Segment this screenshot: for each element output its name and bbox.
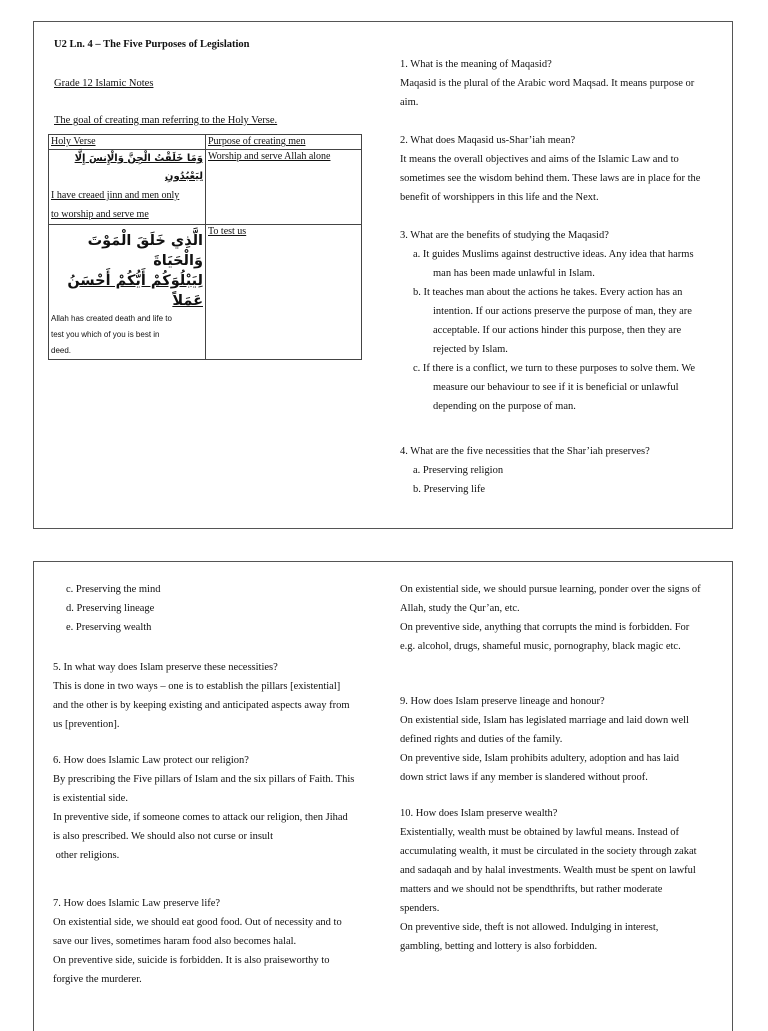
verse-translation-line: test you which of you is best in	[51, 330, 160, 339]
answer-line: save our lives, sometimes haram food also becomes halal.	[53, 936, 297, 947]
answer-line: spenders.	[400, 903, 440, 914]
question-heading: 1. What is the meaning of Maqasid?	[400, 59, 552, 70]
table-row	[49, 150, 362, 225]
document-page-1	[33, 21, 733, 529]
verse-cell	[49, 150, 206, 225]
list-item: c. If there is a conflict, we turn to these purposes to solve them. We	[413, 363, 696, 374]
answer-line: us [prevention].	[53, 719, 120, 730]
verse-translation-line: Allah has created death and life to	[51, 314, 172, 323]
question-heading: 3. What are the benefits of studying the Maqasid?	[400, 230, 609, 241]
answer-line: accumulating wealth, it must be circulated in the society through zakat	[400, 846, 697, 857]
answer-line: gambling, betting and lottery is also forbidden.	[400, 941, 598, 952]
list-item: b. Preserving life	[413, 484, 486, 495]
list-item-cont: depending on the purpose of man.	[433, 401, 576, 412]
verse-translation-line: deed.	[51, 346, 72, 355]
purpose-cell: Worship and serve Allah alone	[206, 150, 362, 225]
question-heading: 6. How does Islamic Law protect our religion?	[53, 755, 249, 766]
list-item: b. It teaches man about the actions he takes. Every action has an	[413, 287, 683, 298]
answer-line: is also prescribed. We should also not curse or insult	[53, 831, 274, 842]
list-item-cont: intention. If our actions preserve the purpose of man, they are	[433, 306, 692, 317]
list-item: a. It guides Muslims against destructive ideas. Any idea that harms	[413, 249, 694, 260]
answer-line: down strict laws if any member is slandered without proof.	[400, 772, 648, 783]
answer-line: other religions.	[53, 850, 120, 861]
answer-line: On existential side, we should pursue learning, ponder over the signs of	[400, 584, 701, 595]
answer-line: forgive the murderer.	[53, 974, 142, 985]
answer-line: benefit of worshippers in this life and the Next.	[400, 192, 599, 203]
document-page-2	[33, 561, 733, 1031]
purpose-cell: To test us	[206, 225, 362, 360]
table-header-verse: Holy Verse	[49, 135, 206, 150]
left-column	[53, 580, 354, 989]
answer-line: By prescribing the Five pillars of Islam and the six pillars of Faith. This	[53, 774, 355, 785]
verse-translation-line: I have creaed jinn and men only	[51, 190, 180, 201]
list-item: e. Preserving wealth	[66, 622, 152, 633]
table-row	[49, 225, 362, 360]
list-item-cont: acceptable. If our actions hinder this purpose, then they are	[433, 325, 682, 336]
question-heading: 4. What are the five necessities that the Shar’iah preserves?	[400, 446, 650, 457]
answer-line: and sadaqah and by halal investments. Wealth must be spent on lawful	[400, 865, 696, 876]
verse-table	[48, 134, 362, 360]
answer-line: On existential side, we should eat good food. Out of necessity and to	[53, 917, 342, 928]
answer-line: defined rights and duties of the family.	[400, 734, 563, 745]
answer-line: Allah, study the Qur’an, etc.	[400, 603, 520, 614]
right-column	[400, 55, 700, 499]
answer-line: e.g. alcohol, drugs, shameful music, pornography, black magic etc.	[400, 641, 681, 652]
question-heading: 10. How does Islam preserve wealth?	[400, 808, 558, 819]
list-item: c. Preserving the mind	[66, 584, 161, 595]
answer-line: On preventive side, suicide is forbidden. It is also praiseworthy to	[53, 955, 330, 966]
arabic-verse: الَّذِي خَلَقَ الْمَوْتَ وَالْحَيَاةَ	[87, 233, 203, 269]
arabic-verse: وَمَا خَلَقْتُ الْجِنَّ وَالْإِنسَ إِلَّا لِيَعْبُدُونِ	[74, 153, 203, 182]
list-item: d. Preserving lineage	[66, 603, 155, 614]
list-item-cont: measure our behaviour to see if it is beneficial or unlawful	[433, 382, 679, 393]
verse-translation-line: to worship and serve me	[51, 209, 149, 220]
verse-cell	[49, 225, 206, 360]
question-heading: 5. In what way does Islam preserve these necessities?	[53, 662, 278, 673]
right-column	[400, 580, 701, 956]
answer-line: sometimes see the wisdom behind them. These laws are in place for the	[400, 173, 701, 184]
answer-line: On existential side, Islam has legislated marriage and laid down well	[400, 715, 689, 726]
list-item-cont: man has been made unlawful in Islam.	[433, 268, 595, 279]
list-item: a. Preserving religion	[413, 465, 504, 476]
answer-line: It means the overall objectives and aims of the Islamic Law and to	[400, 154, 679, 165]
answer-line: matters and we should not be spendthrifts, but rather moderate	[400, 884, 663, 895]
page-subtitle: Grade 12 Islamic Notes	[54, 78, 154, 89]
question-heading: 7. How does Islamic Law preserve life?	[53, 898, 221, 909]
answer-line: and the other is by keeping existing and anticipated aspects away from	[53, 700, 350, 711]
question-heading: 2. What does Maqasid us-Shar’iah mean?	[400, 135, 576, 146]
arabic-verse: لِيَبْلُوَكُمْ أَيُّكُمْ أَحْسَنُ عَمَلاً	[67, 273, 203, 309]
answer-line: This is done in two ways – one is to establish the pillars [existential]	[53, 681, 341, 692]
page-title: U2 Ln. 4 – The Five Purposes of Legislation	[54, 39, 250, 50]
answer-line: Existentially, wealth must be obtained by lawful means. Instead of	[400, 827, 679, 838]
list-item-cont: rejected by Islam.	[433, 344, 508, 355]
answer-line: aim.	[400, 97, 419, 108]
answer-line: On preventive side, theft is not allowed. Indulging in interest,	[400, 922, 659, 933]
answer-line: In preventive side, if someone comes to attack our religion, then Jihad	[53, 812, 348, 823]
answer-line: is existential side.	[53, 793, 128, 804]
answer-line: On preventive side, Islam prohibits adultery, adoption and has laid	[400, 753, 679, 764]
question-heading: 9. How does Islam preserve lineage and honour?	[400, 696, 605, 707]
table-header-purpose: Purpose of creating men	[206, 135, 362, 150]
goal-heading: The goal of creating man referring to the Holy Verse.	[54, 115, 278, 126]
answer-line: On preventive side, anything that corrupts the mind is forbidden. For	[400, 622, 690, 633]
answer-line: Maqasid is the plural of the Arabic word Maqsad. It means purpose or	[400, 78, 695, 89]
